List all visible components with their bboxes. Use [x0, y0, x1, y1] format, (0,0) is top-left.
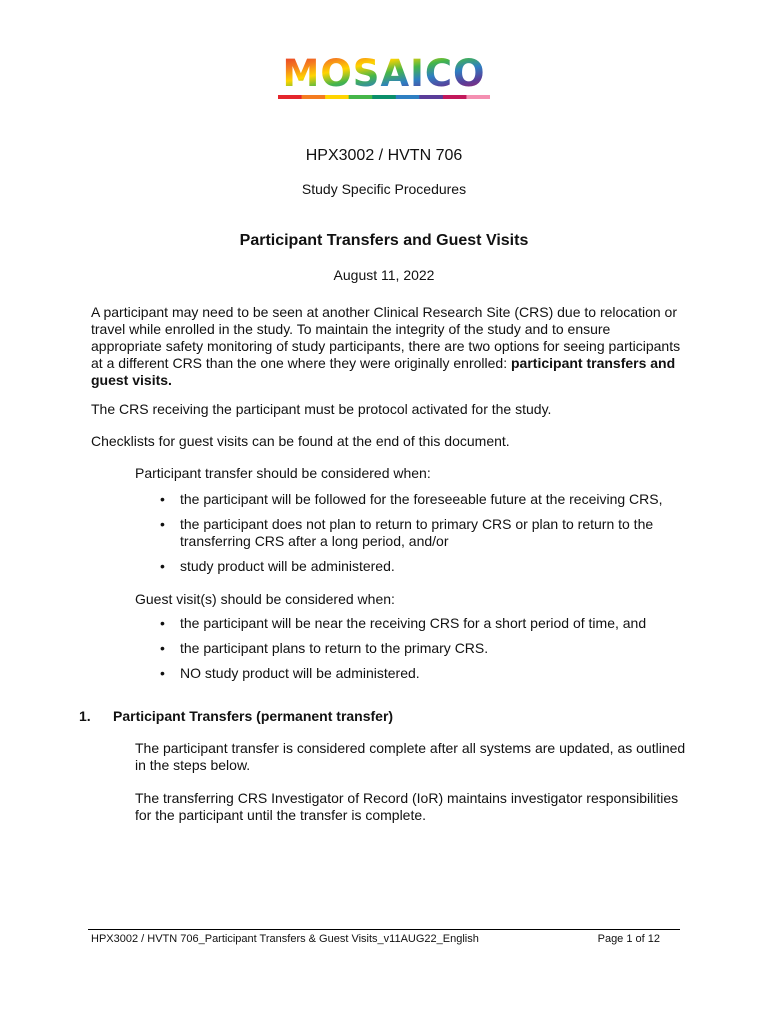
bullet-icon: • [160, 558, 165, 574]
mosaico-logo [278, 50, 490, 102]
logo-stripe-segment [278, 95, 302, 99]
logo-stripe-segment [302, 95, 326, 99]
bullet-icon: • [160, 491, 165, 507]
logo-stripe-segment [372, 95, 396, 99]
list-item: • the participant plans to return to the primary CRS. [160, 640, 489, 656]
document-subtitle: Study Specific Procedures [301, 181, 467, 197]
bullet-icon: • [160, 516, 165, 532]
transfer-criteria-list [160, 491, 680, 583]
intro-paragraph [91, 304, 681, 389]
activation-paragraph: The CRS receiving the participant must be protocol activated for the study. [91, 401, 552, 417]
list-item: • the participant does not plan to return to primary CRS or plan to return to the transferring CRS after a long period, and/or [160, 516, 654, 549]
logo-stripe-segment [349, 95, 373, 99]
section-heading [79, 708, 393, 724]
list-item: • the participant will be near the receiving CRS for a short period of time, and [160, 615, 647, 631]
list-item: • study product will be administered. [160, 558, 395, 574]
intro-bold-text: participant transfers and guest visits. [91, 355, 676, 388]
footer-document-name: HPX3002 / HVTN 706_Participant Transfers & Guest Visits_v11AUG22_English [91, 933, 479, 945]
checklists-paragraph: Checklists for guest visits can be found at the end of this document. [91, 433, 510, 449]
section-paragraph-1: The participant transfer is considered complete after all systems are updated, as outlined in the steps below. [135, 740, 686, 773]
intro-text: A participant may need to be seen at another Clinical Research Site (CRS) due to relocation or travel while enrolled in the study. To maintain the integrity of the study and to ensure appropriate safety monitoring of study participants, there are two options for seeing participants at a different CRS than the one where they were originally enrolled: [91, 304, 681, 371]
document-id: HPX3002 / HVTN 706 [305, 147, 463, 164]
logo-text: MOSAICO [282, 52, 486, 95]
transfer-intro: Participant transfer should be considered when: [135, 465, 431, 481]
footer-page-number: Page 1 of 12 [597, 933, 660, 945]
footer-divider [88, 929, 680, 930]
guest-intro: Guest visit(s) should be considered when: [135, 591, 395, 607]
list-item: • NO study product will be administered. [160, 665, 420, 681]
bullet-icon: • [160, 640, 165, 656]
guest-criteria-list [160, 615, 680, 690]
document-title: Participant Transfers and Guest Visits [239, 232, 529, 249]
logo-stripe-segment [396, 95, 420, 99]
section-title: Participant Transfers (permanent transfer) [113, 708, 394, 724]
list-item: • the participant will be followed for the foreseeable future at the receiving CRS, [160, 491, 663, 507]
section-number: 1. [79, 708, 91, 724]
logo-stripe-segment [325, 95, 349, 99]
document-date: August 11, 2022 [333, 267, 435, 283]
logo-stripe-segment [419, 95, 443, 99]
logo-stripe-segment [443, 95, 467, 99]
bullet-icon: • [160, 665, 165, 681]
bullet-icon: • [160, 615, 165, 631]
section-paragraph-2: The transferring CRS Investigator of Record (IoR) maintains investigator responsibilities for the participant until the transfer is complete. [135, 790, 679, 823]
logo-stripe-segment [466, 95, 490, 99]
